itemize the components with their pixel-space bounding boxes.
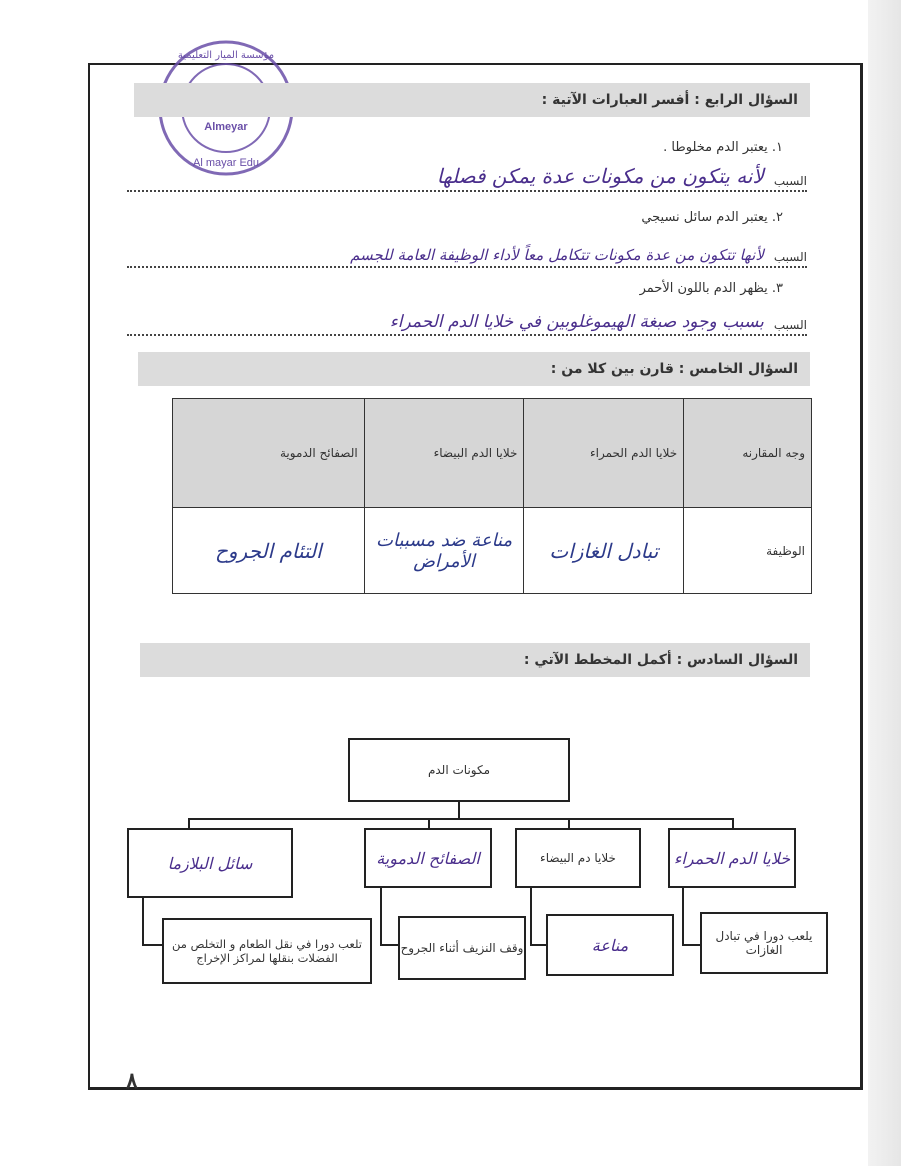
- comparison-header-row: [173, 399, 812, 508]
- q4-item-1-question: ١. يعتبر الدم مخلوطا .: [663, 140, 783, 155]
- scan-edge: [868, 0, 901, 1166]
- reason-label: السبب: [773, 250, 807, 264]
- q4-item-1-reason: [127, 166, 807, 192]
- component-red-cells: [668, 828, 796, 888]
- q5-title: السؤال الخامس : قارن بين كلا من :: [550, 361, 798, 377]
- svg-text:Almeyar: Almeyar: [204, 121, 248, 133]
- function-white-cells: [546, 914, 674, 976]
- svg-text:Al mayar Edu: Al mayar Edu: [192, 157, 260, 169]
- function-red-cells-text: يلعب دورا في تبادل الغازات: [715, 929, 813, 957]
- q5-header: [138, 352, 810, 386]
- component-red-cells-label: خلايا الدم الحمراء: [673, 848, 791, 868]
- reason-label: السبب: [773, 318, 807, 332]
- header-red-cells: خلايا الدم الحمراء: [524, 399, 684, 508]
- function-plasma-text: تلعب دورا في نقل الطعام و التخلص من الفضلات بنقلها لمراكز الإخراج: [172, 937, 362, 965]
- function-white-cells-text: مناعة: [591, 935, 629, 955]
- svg-text:مؤسسة الميار التعليمية: مؤسسة الميار التعليمية: [177, 50, 275, 61]
- diagram-root-box: [348, 738, 570, 802]
- q4-item-3-reason: [127, 310, 807, 336]
- handwritten-answer-3: بسبب وجود صبغة الهيموغلوبين في خلايا الدم الحمراء: [389, 312, 764, 332]
- connector: [682, 944, 700, 946]
- comparison-function-row: [173, 508, 812, 594]
- function-platelets-text: وقف النزيف أثناء الجروح: [400, 941, 524, 955]
- function-platelets: [398, 916, 526, 980]
- q4-title: السؤال الرابع : أفسر العبارات الآتية :: [541, 92, 798, 108]
- function-plasma: [162, 918, 372, 984]
- handwritten-answer-1: لأنه يتكون من مكونات عدة يمكن فصلها: [436, 164, 764, 188]
- q4-item-3-question: ٣. يظهر الدم باللون الأحمر: [639, 281, 783, 296]
- component-white-cells-label: خلايا دم البيضاء: [540, 851, 616, 865]
- function-red-cells: [700, 912, 828, 974]
- connector: [530, 888, 532, 944]
- connector: [142, 898, 144, 944]
- page-number: ٨: [126, 1068, 138, 1094]
- answer-platelets: التئام الجروح: [173, 508, 365, 594]
- answer-red-cells: تبادل الغازات: [524, 508, 684, 594]
- component-white-cells: [515, 828, 641, 888]
- row-label-function: الوظيفة: [684, 508, 812, 594]
- header-aspect: وجه المقارنه: [684, 399, 812, 508]
- component-plasma-label: سائل البلازما: [167, 853, 253, 873]
- q4-item-2-question: ٢. يعتبر الدم سائل نسيجي: [641, 210, 783, 225]
- header-white-cells: خلايا الدم البيضاء: [364, 399, 524, 508]
- answer-white-cells: مناعة ضد مسببات الأمراض: [364, 508, 524, 594]
- header-platelets: الصفائح الدموية: [173, 399, 365, 508]
- comparison-table: [172, 398, 812, 594]
- connector: [682, 888, 684, 944]
- connector: [380, 944, 398, 946]
- q4-header: [134, 83, 810, 117]
- handwritten-answer-2: لأنها تتكون من عدة مكونات تتكامل معاً لأداء الوظيفة العامة للجسم: [350, 246, 764, 264]
- q6-header: [140, 643, 810, 677]
- component-plasma: [127, 828, 293, 898]
- q6-title: السؤال السادس : أكمل المخطط الآتي :: [523, 652, 798, 668]
- connector: [142, 944, 162, 946]
- connector: [380, 888, 382, 944]
- component-platelets-label: الصفائح الدموية: [376, 848, 480, 868]
- connector: [188, 818, 734, 820]
- q4-item-2-reason: [127, 242, 807, 268]
- component-platelets: [364, 828, 492, 888]
- reason-label: السبب: [773, 174, 807, 188]
- diagram-root-label: مكونات الدم: [427, 763, 491, 777]
- connector: [530, 944, 546, 946]
